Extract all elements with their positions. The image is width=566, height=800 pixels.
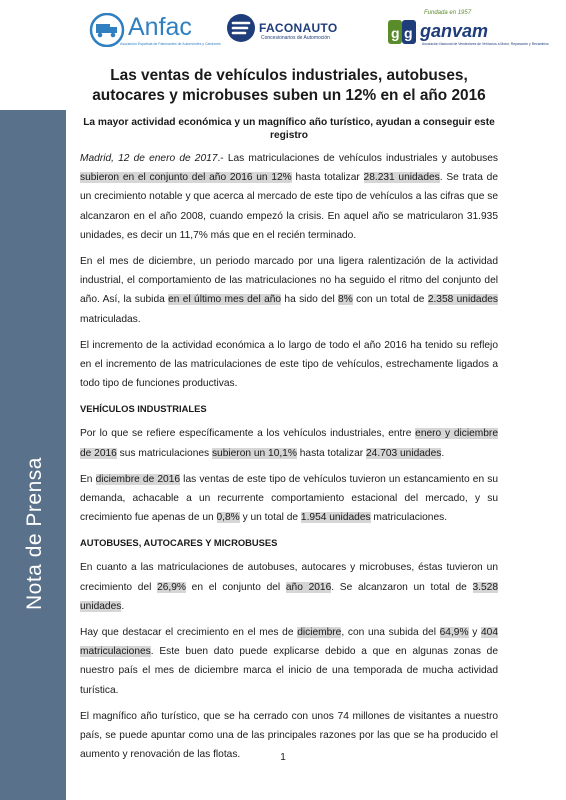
- text: las ventas de este tipo de vehículos tuvieron un estancamiento en su demanda, achacable a un recurrente comportamiento estacional del mercado, y su crecimiento fue apenas de un: [80, 473, 499, 524]
- headline: Las ventas de vehículos industriales, autobuses, autocares y microbuses suben un 12% en el año 2016: [92, 67, 486, 104]
- highlight: 64,9%: [439, 627, 469, 639]
- svg-text:g: g: [391, 25, 400, 41]
- text: con un total de: [352, 294, 428, 306]
- highlight: 24.703 unidades: [366, 447, 442, 459]
- text: En cuanto a las matriculaciones de autobuses, autocares y microbuses, éstas tuvieron un crecimiento del: [80, 562, 498, 593]
- text: y: [468, 627, 481, 639]
- dateline: Madrid, 12 de enero de 2017: [80, 153, 218, 164]
- paragraph-5: [80, 470, 498, 528]
- highlight: 2.358 unidades: [427, 294, 498, 306]
- faconauto-logo: [226, 10, 358, 50]
- paragraph-7: [80, 623, 498, 700]
- text: sus matriculaciones: [116, 447, 212, 459]
- highlight: subieron en el conjunto del año 2016 un 12%: [80, 172, 292, 184]
- text: en el conjunto del: [185, 581, 286, 593]
- paragraph-4: [80, 424, 498, 462]
- highlight: 8%: [338, 294, 353, 306]
- paragraph-8: El magnífico año turístico, que se ha cerrado con unos 74 millones de visitantes a nuestro país, se puede apuntar como una de las principales razones por las que se ha producido el aumento y renovación de las flotas.: [80, 710, 498, 761]
- text: En: [80, 473, 96, 485]
- text: .: [121, 600, 125, 612]
- text: En el mes de diciembre, un periodo marcado por una ligera ralentización de la actividad industrial, el comportamiento de las matriculaciones no ha seguido el ritmo del conjunto del año. Así, la subida: [80, 256, 498, 306]
- highlight: 404 matriculaciones: [80, 627, 498, 658]
- text: matriculadas.: [80, 313, 141, 325]
- anfac-name: Anfac: [128, 13, 192, 41]
- text: y un total de: [239, 512, 301, 524]
- press-release-body: [80, 66, 498, 764]
- highlight: enero y diciembre de 2016: [80, 428, 498, 459]
- faconauto-emblem-icon: [226, 13, 256, 43]
- highlight: 1.954 unidades: [300, 512, 371, 524]
- highlight: 0,8%: [216, 512, 240, 524]
- section-heading-autobuses: AUTOBUSES, AUTOCARES Y MICROBUSES: [80, 537, 278, 549]
- text: . Este buen dato puede explicarse debido a que en algunas zonas de nuestro país el mes de diciembre marca el inicio de una temporada de mucha actividad turística.: [80, 646, 498, 696]
- ganvam-logo: [387, 10, 549, 54]
- paragraph-2: [80, 252, 498, 329]
- text: matriculaciones.: [370, 512, 448, 524]
- text: ha sido del: [281, 294, 339, 306]
- text: hasta totalizar: [296, 447, 367, 459]
- ganvam-emblem-icon: [387, 16, 419, 48]
- highlight: 3.528 unidades: [80, 581, 499, 612]
- ganvam-name: ganvam: [420, 21, 489, 41]
- ganvam-founded: Fundada en 1957: [424, 10, 472, 16]
- paragraph-6: [80, 558, 498, 616]
- page-number: 1: [280, 752, 286, 763]
- text: , con una subida del: [341, 627, 440, 639]
- text: .: [441, 447, 445, 459]
- paragraph-3: El incremento de la actividad económica a lo largo de todo el año 2016 ha tenido su reflejo en el incremento de las matriculaciones de este tipo de vehículos, estrechamente ligados a todo tipo de funciones productivas.: [80, 339, 498, 390]
- anfac-logo: [88, 10, 221, 50]
- sidebar-band: [0, 110, 66, 800]
- highlight: diciembre: [297, 627, 342, 639]
- text: .- Las matriculaciones de vehículos industriales y autobuses: [217, 153, 498, 164]
- text: Por lo que se refiere específicamente a los vehículos industriales, entre: [80, 428, 416, 440]
- highlight: subieron un 10,1%: [211, 447, 297, 459]
- paragraph-1: [80, 149, 498, 245]
- highlight: 28.231 unidades: [363, 172, 440, 184]
- text: . Se alcanzaron un total de: [331, 581, 473, 593]
- faconauto-name: FACONAUTO: [259, 21, 338, 35]
- ganvam-tagline: Asociación Nacional de Vendedores de Vehículos a Motor, Reparación y Recambios: [422, 42, 549, 46]
- anfac-tagline: Asociación Española de Fabricantes de Automóviles y Camiones: [120, 42, 221, 46]
- text: hasta totalizar: [291, 172, 364, 184]
- subheadline: La mayor actividad económica y un magnífico año turístico, ayudan a conseguir este registro: [83, 117, 495, 141]
- highlight: en el último mes del año: [168, 294, 282, 306]
- sidebar-label: Nota de Prensa: [23, 457, 46, 610]
- highlight: diciembre de 2016: [95, 473, 181, 485]
- svg-text:g: g: [404, 25, 413, 41]
- text: Hay que destacar el crecimiento en el mes de: [80, 627, 298, 639]
- highlight: año 2016: [285, 581, 332, 593]
- text: . Se trata de un crecimiento notable y que acerca al mercado de este tipo de vehículos a las cifras que se alcanzaron en el año 2008, cuando empezó la crisis. En aquel año se matricularon 31.935 unidades, es decir un 11,7% más que en el recién terminado.: [80, 172, 498, 241]
- highlight: 26,9%: [157, 581, 186, 593]
- faconauto-tagline: Concesionarios de Automoción: [261, 35, 330, 41]
- section-heading-industriales: VEHÍCULOS INDUSTRIALES: [80, 403, 207, 415]
